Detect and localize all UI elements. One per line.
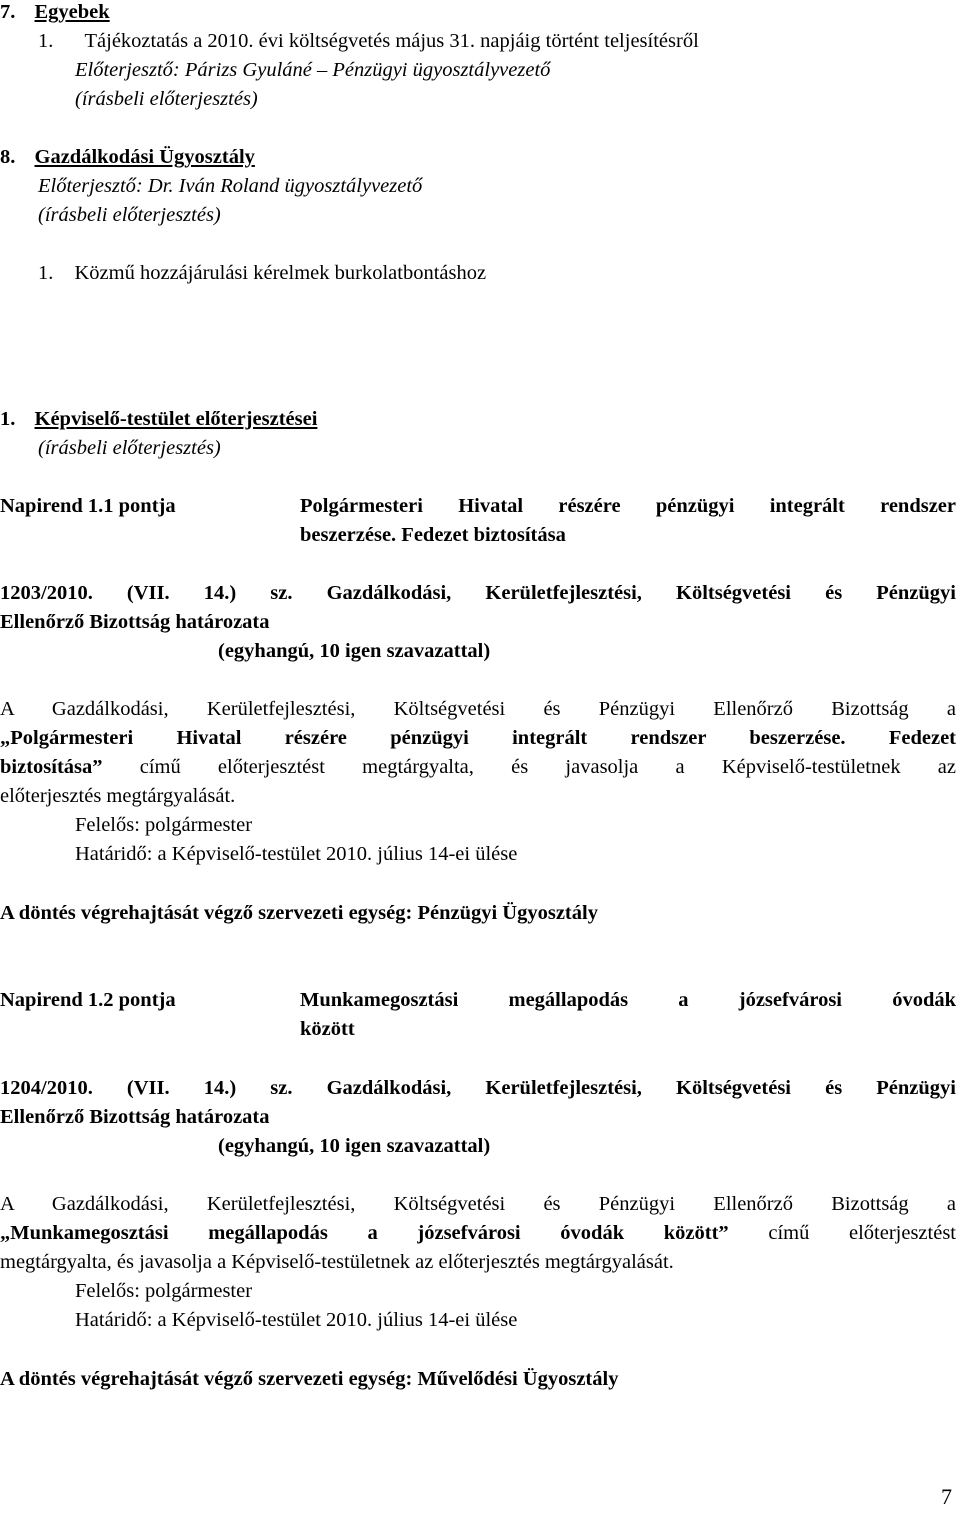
agenda-2-resolution-line-2: Ellenőrző Bizottság határozata: [0, 1106, 270, 1128]
section-7-heading: [0, 0, 110, 27]
agenda-2-resolution-line-1: 1204/2010. (VII. 14.) sz. Gazdálkodási, Kerületfejlesztési, Költségvetési és Pénzügyi: [0, 1077, 956, 1099]
agenda-2-label: Napirend 1.2 pontja: [0, 989, 176, 1011]
item-title: Közmű hozzájárulási kérelmek burkolatbontáshoz: [74, 262, 487, 284]
agenda-1-body-line-4: előterjesztés megtárgyalását.: [0, 785, 236, 807]
council-number: 1.: [0, 408, 16, 430]
item-title: Tájékoztatás a 2010. évi költségvetés május 31. napjáig történt teljesítésről: [84, 30, 699, 52]
section-7-number: 7.: [0, 1, 16, 23]
agenda-2-title-line-1: Munkamegosztási megállapodás a józsefvárosi óvodák: [300, 989, 956, 1011]
section-7-title: Egyebek: [34, 1, 110, 23]
agenda-1-label: Napirend 1.1 pontja: [0, 495, 176, 517]
section-7-presenter: Előterjesztő: Párizs Gyuláné – Pénzügyi ügyosztályvezető: [75, 59, 551, 81]
agenda-2-deadline: Határidő: a Képviselő-testület 2010. július 14-ei ülése: [75, 1309, 518, 1331]
agenda-2-responsible: Felelős: polgármester: [75, 1280, 253, 1302]
agenda-2-executor: A döntés végrehajtását végző szervezeti egység: Művelődési Ügyosztály: [0, 1368, 619, 1390]
body-text: című előterjesztést megtárgyalta, és javasolja a Képviselő-testületnek az: [139, 756, 956, 778]
council-submission-type: (írásbeli előterjesztés): [38, 437, 221, 459]
agenda-2-vote: (egyhangú, 10 igen szavazattal): [218, 1135, 491, 1157]
section-8-item-1: [38, 259, 486, 288]
section-8-presenter: Előterjesztő: Dr. Iván Roland ügyosztályvezető: [38, 175, 423, 197]
section-7-submission-type: (írásbeli előterjesztés): [75, 88, 258, 110]
agenda-1-resolution-line-2: Ellenőrző Bizottság határozata: [0, 611, 270, 633]
agenda-2-title-line-2: között: [300, 1018, 355, 1040]
agenda-2-body-line-1: A Gazdálkodási, Kerületfejlesztési, Költségvetési és Pénzügyi Ellenőrző Bizottság a: [0, 1193, 956, 1215]
section-7-item-1: [38, 27, 699, 56]
item-number: 1.: [38, 30, 54, 52]
agenda-1-title-line-2: beszerzése. Fedezet biztosítása: [300, 524, 566, 546]
bold-text: biztosítása”: [0, 756, 103, 778]
agenda-2-body-line-3: megtárgyalta, és javasolja a Képviselő-testületnek az előterjesztés megtárgyalását.: [0, 1251, 674, 1273]
agenda-1-title-line-1: Polgármesteri Hivatal részére pénzügyi integrált rendszer: [300, 495, 956, 517]
agenda-1-executor: A döntés végrehajtását végző szervezeti egység: Pénzügyi Ügyosztály: [0, 902, 598, 924]
section-8-title: Gazdálkodási Ügyosztály: [34, 146, 255, 168]
agenda-1-body-line-1: A Gazdálkodási, Kerületfejlesztési, Költségvetési és Pénzügyi Ellenőrző Bizottság a: [0, 698, 956, 720]
agenda-1-body-line-2: „Polgármesteri Hivatal részére pénzügyi integrált rendszer beszerzése. Fedezet: [0, 727, 956, 749]
agenda-1-resolution-line-1: 1203/2010. (VII. 14.) sz. Gazdálkodási, Kerületfejlesztési, Költségvetési és Pénzügyi: [0, 582, 956, 604]
bold-text: „Munkamegosztási megállapodás a józsefvárosi óvodák között”: [0, 1222, 729, 1244]
council-title: Képviselő-testület előterjesztései: [34, 408, 318, 430]
agenda-1-deadline: Határidő: a Képviselő-testület 2010. július 14-ei ülése: [75, 843, 518, 865]
section-8-number: 8.: [0, 146, 16, 168]
agenda-2-body-line-2: [0, 1219, 956, 1248]
agenda-1-responsible: Felelős: polgármester: [75, 814, 253, 836]
agenda-1-body-line-3: [0, 753, 956, 782]
section-8-submission-type: (írásbeli előterjesztés): [38, 204, 221, 226]
council-heading: [0, 405, 317, 434]
section-8-heading: [0, 143, 255, 172]
item-number: 1.: [38, 262, 54, 284]
agenda-1-vote: (egyhangú, 10 igen szavazattal): [218, 640, 491, 662]
page-number: 7: [941, 1484, 952, 1509]
body-text: című előterjesztést: [768, 1222, 957, 1244]
